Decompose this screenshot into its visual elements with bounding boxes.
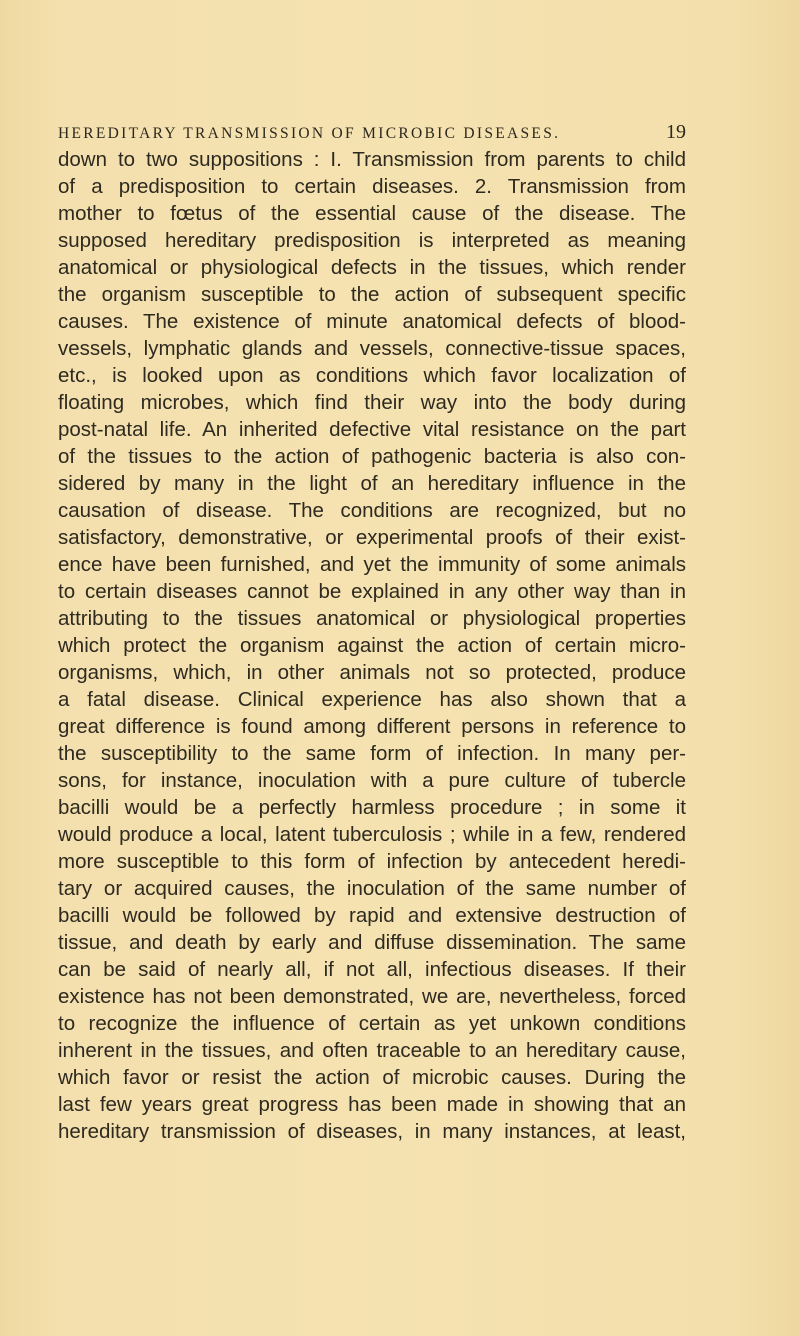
text-line: floating microbes, which find their way into the body during — [58, 391, 686, 414]
text-line: tary or acquired causes, the inoculation of the same number of — [58, 877, 686, 900]
text-line: existence has not been demonstrated, we are, nevertheless, forced — [58, 985, 686, 1008]
text-line: bacilli would be followed by rapid and extensive destruction of — [58, 904, 686, 927]
text-line: sidered by many in the light of an hereditary influence in the — [58, 472, 686, 495]
text-line: hereditary transmission of diseases, in many instances, at least, — [58, 1120, 686, 1143]
text-line: causes. The existence of minute anatomical defects of blood- — [58, 310, 686, 333]
text-line: great difference is found among different persons in reference to — [58, 715, 686, 738]
running-head — [58, 121, 686, 144]
page-number: 19 — [666, 121, 686, 143]
text-line: a fatal disease. Clinical experience has also shown that a — [58, 688, 686, 711]
text-line: organisms, which, in other animals not so protected, produce — [58, 661, 686, 684]
text-line: inherent in the tissues, and often traceable to an hereditary cause, — [58, 1039, 686, 1062]
text-line: more susceptible to this form of infection by antecedent heredi- — [58, 850, 686, 873]
text-line: sons, for instance, inoculation with a pure culture of tubercle — [58, 769, 686, 792]
text-line: tissue, and death by early and diffuse dissemination. The same — [58, 931, 686, 954]
running-head-title: HEREDITARY TRANSMISSION OF MICROBIC DISEASES. — [58, 125, 561, 142]
text-line: satisfactory, demonstrative, or experimental proofs of their exist- — [58, 526, 686, 549]
text-line: post-natal life. An inherited defective vital resistance on the part — [58, 418, 686, 441]
text-line: bacilli would be a perfectly harmless procedure ; in some it — [58, 796, 686, 819]
text-line: the organism susceptible to the action of subsequent specific — [58, 283, 686, 306]
text-line: mother to fœtus of the essential cause of the disease. The — [58, 202, 686, 225]
text-line: attributing to the tissues anatomical or physiological properties — [58, 607, 686, 630]
text-line: etc., is looked upon as conditions which favor localization of — [58, 364, 686, 387]
body-paragraph — [58, 146, 686, 1145]
text-line: to recognize the influence of certain as yet unkown conditions — [58, 1012, 686, 1035]
text-line: can be said of nearly all, if not all, infectious diseases. If their — [58, 958, 686, 981]
text-line: ence have been furnished, and yet the immunity of some animals — [58, 553, 686, 576]
text-line: down to two suppositions : I. Transmission from parents to child — [58, 148, 686, 171]
text-line: would produce a local, latent tuberculosis ; while in a few, rendered — [58, 823, 686, 846]
text-line: which favor or resist the action of microbic causes. During the — [58, 1066, 686, 1089]
text-line: the susceptibility to the same form of infection. In many per- — [58, 742, 686, 765]
text-line: vessels, lymphatic glands and vessels, connective-tissue spaces, — [58, 337, 686, 360]
text-line: of a predisposition to certain diseases. 2. Transmission from — [58, 175, 686, 198]
text-line: to certain diseases cannot be explained in any other way than in — [58, 580, 686, 603]
text-line: causation of disease. The conditions are recognized, but no — [58, 499, 686, 522]
text-line: of the tissues to the action of pathogenic bacteria is also con- — [58, 445, 686, 468]
text-line: anatomical or physiological defects in the tissues, which render — [58, 256, 686, 279]
text-line: supposed hereditary predisposition is interpreted as meaning — [58, 229, 686, 252]
text-line: last few years great progress has been made in showing that an — [58, 1093, 686, 1116]
text-line: which protect the organism against the action of certain micro- — [58, 634, 686, 657]
